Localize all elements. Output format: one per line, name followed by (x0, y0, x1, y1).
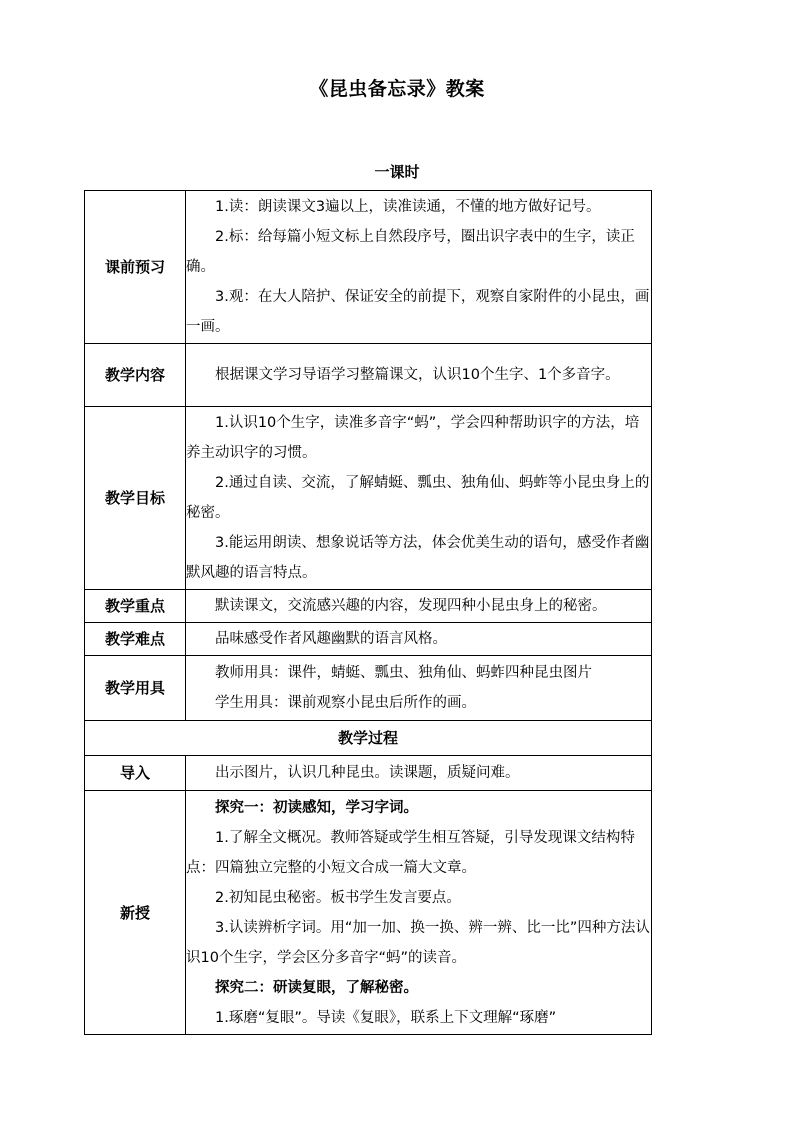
row-label-key: 教学重点 (85, 590, 186, 623)
goal-item-3: 3.能运用朗读、想象说话等方法，体会优美生动的语句，感受作者幽默风趣的语言特点。 (186, 535, 650, 581)
row-label-content: 教学内容 (85, 344, 186, 407)
lesson-plan-table (84, 190, 652, 1035)
new-item-3: 2.初知昆虫秘密。板书学生发言要点。 (215, 889, 461, 906)
new-item-2: 1.了解全文概况。教师答疑或学生相互答疑，引导发现课文结构特点：四篇独立完整的小短文合成一篇大文章。 (186, 829, 635, 876)
table-row (85, 756, 652, 791)
intro-item-1: 出示图片，认识几种昆虫。读课题，质疑问难。 (215, 765, 520, 781)
tools-item-1: 教师用具：课件，蜻蜓、瓢虫、独角仙、蚂蚱四种昆虫图片 (215, 665, 592, 681)
preview-item-2: 2.标：给每篇小短文标上自然段序号，圈出识字表中的生字，读正确。 (186, 229, 635, 275)
row-content-difficulty (186, 623, 652, 656)
row-label-new: 新授 (85, 791, 186, 1035)
row-content-key (186, 590, 652, 623)
preview-item-3: 3.观：在大人陪护、保证安全的前提下，观察自家附件的小昆虫，画一画。 (186, 289, 650, 335)
row-content-tools (186, 656, 652, 721)
new-item-heading-1: 探究一：初读感知，学习字词。 (215, 799, 418, 816)
content-item-1: 根据课文学习导语学习整篇课文，认识10个生字、1个多音字。 (215, 367, 620, 383)
document-title: 《昆虫备忘录》教案 (309, 78, 485, 100)
row-content-intro (186, 756, 652, 791)
row-content-goals (186, 407, 652, 590)
table-row (85, 656, 652, 721)
table-row (85, 191, 652, 344)
row-label-preview: 课前预习 (85, 191, 186, 344)
difficulty-item-1: 品味感受作者风趣幽默的语言风格。 (215, 631, 447, 647)
row-label-goals: 教学目标 (85, 407, 186, 590)
new-item-4: 3.认读辨析字词。用“加一加、换一换、辨一辨、比一比”四种方法认识10个生字，学会区分多音字“蚂”的读音。 (186, 919, 650, 966)
row-content-preview (186, 191, 652, 344)
table-row (85, 623, 652, 656)
row-label-intro: 导入 (85, 756, 186, 791)
goal-item-2: 2.通过自读、交流，了解蜻蜓、瓢虫、独角仙、蚂蚱等小昆虫身上的秘密。 (186, 475, 650, 521)
row-label-difficulty: 教学难点 (85, 623, 186, 656)
table-row (85, 407, 652, 590)
table-row (85, 590, 652, 623)
key-item-1: 默读课文，交流感兴趣的内容，发现四种小昆虫身上的秘密。 (215, 598, 607, 614)
tools-item-2: 学生用具：课前观察小昆虫后所作的画。 (215, 695, 476, 711)
table-row (85, 721, 652, 756)
row-content-content (186, 344, 652, 407)
lesson-duration: 一课时 (374, 163, 420, 181)
row-label-tools: 教学用具 (85, 656, 186, 721)
preview-item-1: 1.读：朗读课文3遍以上，读准读通，不懂的地方做好记号。 (215, 199, 601, 215)
table-row (85, 344, 652, 407)
row-content-new (186, 791, 652, 1035)
new-item-6: 1.琢磨“复眼”。导读《复眼》，联系上下文理解“琢磨” (215, 1009, 557, 1026)
goal-item-1: 1.认识10个生字，读准多音字“蚂”，学会四种帮助识字的方法，培养主动识字的习惯。 (186, 415, 640, 461)
table-row (85, 791, 652, 1035)
new-item-heading-2: 探究二：研读复眼，了解秘密。 (215, 979, 418, 996)
section-header-process: 教学过程 (85, 721, 652, 756)
